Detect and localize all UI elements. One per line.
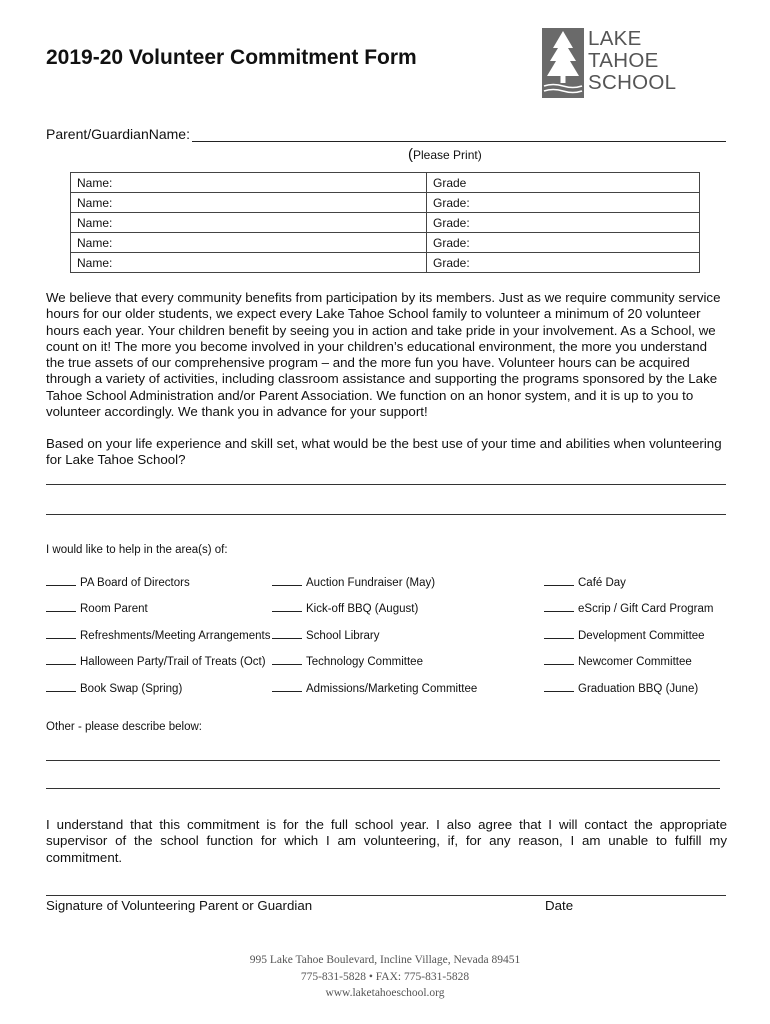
option-technology-committee[interactable]: Technology Committee bbox=[272, 654, 423, 668]
child-name-field[interactable]: Name: bbox=[71, 193, 427, 213]
option-auction-fundraiser[interactable]: Auction Fundraiser (May) bbox=[272, 575, 435, 589]
page-title: 2019-20 Volunteer Commitment Form bbox=[46, 46, 417, 69]
agreement-paragraph: I understand that this commitment is for the full school year. I also agree that I will contact the appropriate supervisor of the school function for which I am volunteering, if, for any reason, I am unable to fulfill my commitment. bbox=[46, 817, 727, 865]
option-kickoff-bbq[interactable]: Kick-off BBQ (August) bbox=[272, 601, 418, 615]
signature-label: Signature of Volunteering Parent or Guardian bbox=[46, 898, 313, 913]
logo-wordmark: LAKE TAHOE SCHOOL bbox=[588, 27, 677, 94]
school-logo bbox=[542, 28, 702, 100]
children-table bbox=[70, 172, 700, 273]
footer-phone: 775-831-5828 • FAX: 775-831-5828 bbox=[300, 970, 470, 983]
footer-website[interactable]: www.laketahoeschool.org bbox=[325, 987, 445, 999]
other-answer-line[interactable] bbox=[46, 760, 720, 761]
child-name-field[interactable]: Name: bbox=[71, 253, 427, 273]
table-row bbox=[71, 253, 700, 273]
pine-tree-icon bbox=[542, 28, 584, 98]
option-school-library[interactable]: School Library bbox=[272, 628, 380, 642]
parent-name-row bbox=[46, 126, 726, 142]
child-grade-field[interactable]: Grade bbox=[427, 173, 700, 193]
answer-line[interactable] bbox=[46, 514, 726, 515]
footer-address: 995 Lake Tahoe Boulevard, Incline Village, Nevada 89451 bbox=[249, 954, 521, 966]
option-newcomer-committee[interactable]: Newcomer Committee bbox=[544, 654, 692, 668]
parent-name-field[interactable] bbox=[192, 127, 726, 142]
other-label: Other - please describe below: bbox=[46, 721, 202, 733]
option-admissions-marketing[interactable]: Admissions/Marketing Committee bbox=[272, 681, 477, 695]
child-name-field[interactable]: Name: bbox=[71, 173, 427, 193]
option-escrip-gift-card[interactable]: eScrip / Gift Card Program bbox=[544, 601, 713, 615]
table-row bbox=[71, 173, 700, 193]
option-development-committee[interactable]: Development Committee bbox=[544, 628, 705, 642]
help-areas-label: I would like to help in the area(s) of: bbox=[46, 544, 228, 556]
child-grade-field[interactable]: Grade: bbox=[427, 233, 700, 253]
other-answer-line[interactable] bbox=[46, 788, 720, 789]
child-name-field[interactable]: Name: bbox=[71, 233, 427, 253]
option-book-swap[interactable]: Book Swap (Spring) bbox=[46, 681, 182, 695]
option-cafe-day[interactable]: Café Day bbox=[544, 575, 626, 589]
parent-name-label: Parent/GuardianName: bbox=[46, 126, 190, 142]
answer-line[interactable] bbox=[46, 484, 726, 485]
signature-line[interactable] bbox=[46, 895, 726, 896]
intro-paragraph: We believe that every community benefits from participation by its members. Just as we require community service hours for our older students, we expect every Lake Tahoe School family to volunteer a minimum of 20 volunteer hours each year. Your children benefit by seeing you in action and take pride in your involvement. As a School, we count on it! The more you become involved in your children’s educational environment, the more you understand the true assets of our comprehensive program – and the more fun you have. Volunteer hours can be acquired through a variety of activities, including classroom assistance and supporting the programs sponsored by the Lake Tahoe School Administration and/or Parent Association. We function on an honor system, and it is up to you to volunteer accordingly. We thank you in advance for your support! bbox=[46, 290, 721, 420]
option-graduation-bbq[interactable]: Graduation BBQ (June) bbox=[544, 681, 698, 695]
please-print-note: (Please Print) bbox=[408, 146, 482, 163]
child-grade-field[interactable]: Grade: bbox=[427, 193, 700, 213]
child-name-field[interactable]: Name: bbox=[71, 213, 427, 233]
option-halloween-party[interactable]: Halloween Party/Trail of Treats (Oct) bbox=[46, 654, 266, 668]
option-room-parent[interactable]: Room Parent bbox=[46, 601, 148, 615]
date-label: Date bbox=[545, 898, 574, 913]
table-row bbox=[71, 213, 700, 233]
child-grade-field[interactable]: Grade: bbox=[427, 253, 700, 273]
table-row bbox=[71, 233, 700, 253]
table-row bbox=[71, 193, 700, 213]
footer bbox=[0, 952, 770, 1002]
child-grade-field[interactable]: Grade: bbox=[427, 213, 700, 233]
skills-question: Based on your life experience and skill set, what would be the best use of your time and abilities when volunteering for Lake Tahoe School? bbox=[46, 436, 722, 468]
option-pa-board[interactable]: PA Board of Directors bbox=[46, 575, 190, 589]
option-refreshments[interactable]: Refreshments/Meeting Arrangements bbox=[46, 628, 270, 642]
